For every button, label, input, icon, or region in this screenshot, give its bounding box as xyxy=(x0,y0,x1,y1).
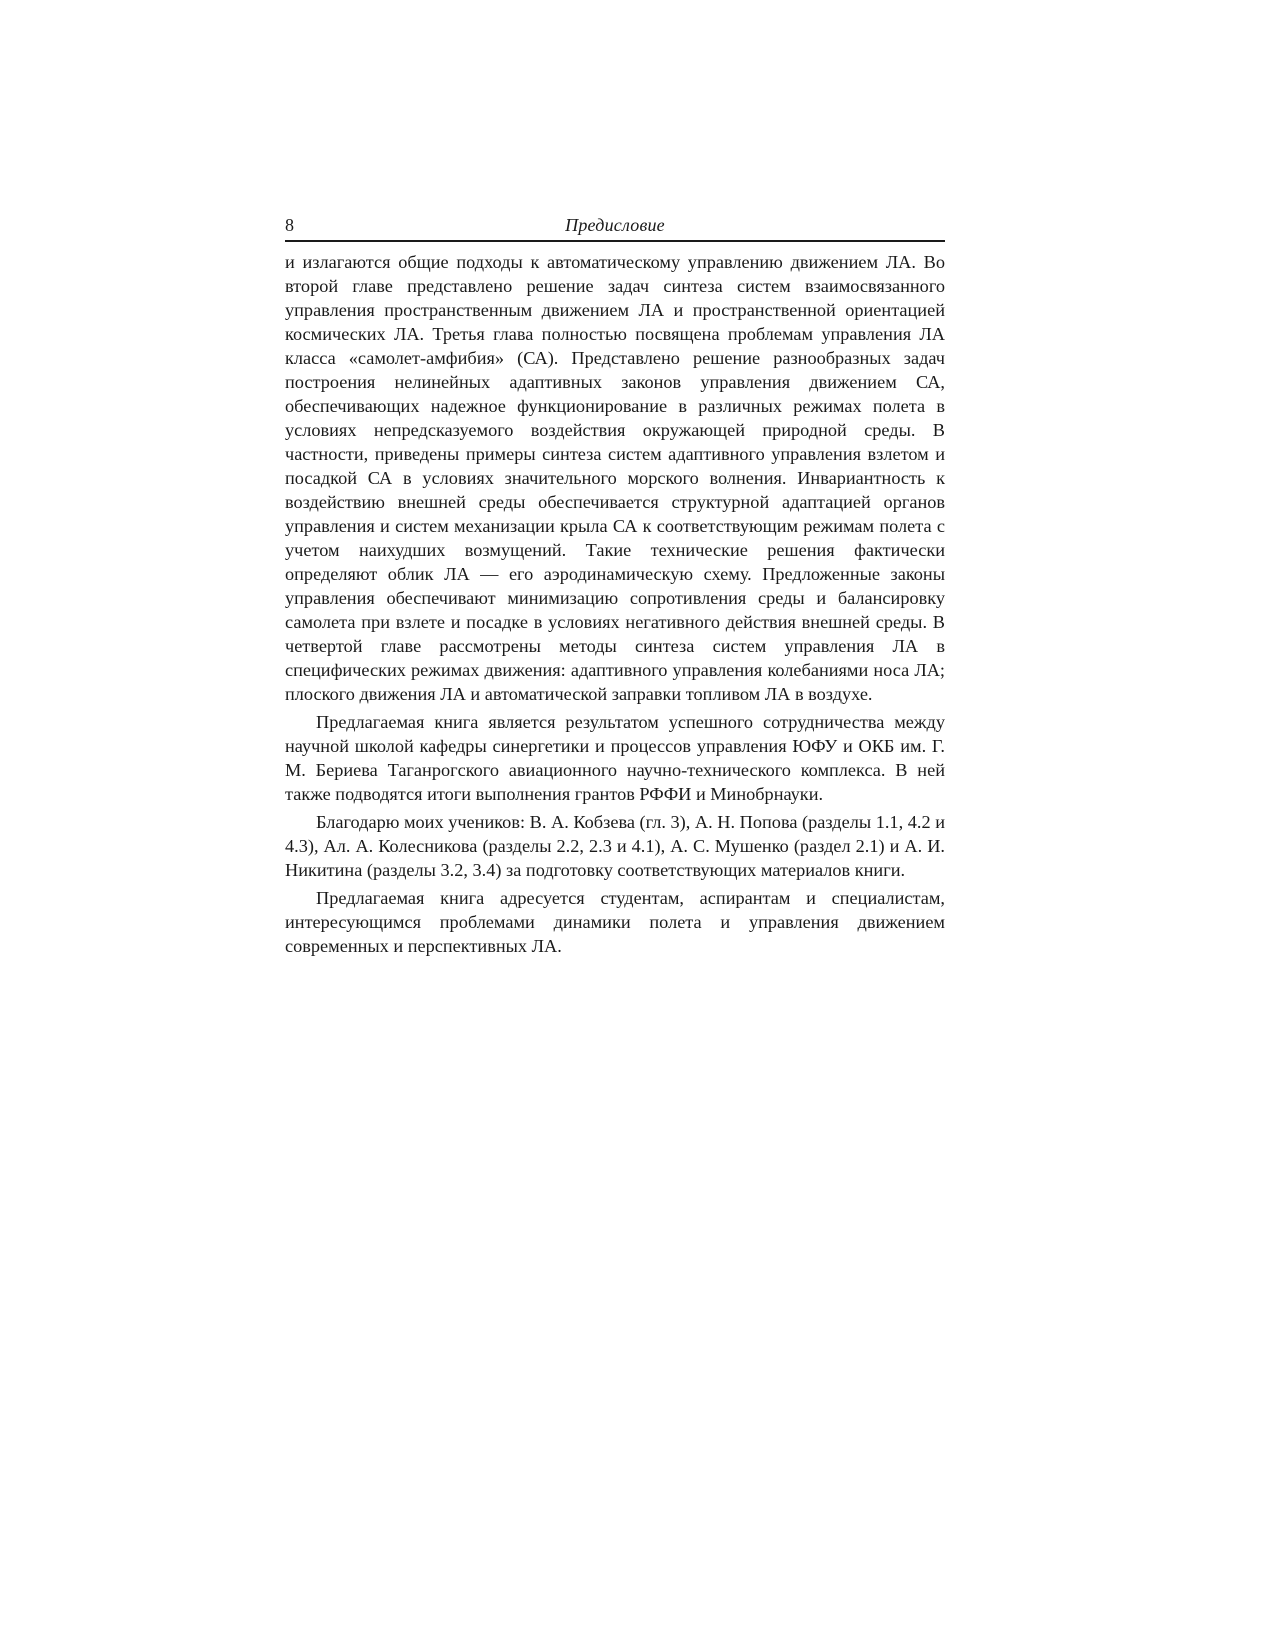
body-text xyxy=(285,250,945,958)
paragraph-audience: Предлагаемая книга адресуется студентам, аспирантам и специалистам, интересующимся проблемами динамики полета и управления движением современных и перспективных ЛА. xyxy=(285,888,945,956)
book-page xyxy=(285,214,945,962)
paragraph-acknowledgements: Благодарю моих учеников: В. А. Кобзева (гл. 3), А. Н. Попова (разделы 1.1, 4.2 и 4.3), Ал. А. Колесникова (разделы 2.2, 2.3 и 4.1), А. С. Мушенко (раздел 2.1) и А. И. Никитина (разделы 3.2, 3.4) за подготовку соответствующих материалов книги. xyxy=(285,812,945,880)
section-title: Предисловие xyxy=(565,215,665,235)
paragraph-continuation: и излагаются общие подходы к автоматическому управлению движением ЛА. Во второй главе представлено решение задач синтеза систем взаимосвязанного управления пространственным движением ЛА и пространственной ориентацией космических ЛА. Третья глава полностью посвящена проблемам управления ЛА класса «самолет-амфибия» (СА). Представлено решение разнообразных задач построения нелинейных адаптивных законов управления движением СА, обеспечивающих надежное функционирование в различных режимах полета в условиях непредсказуемого воздействия окружающей природной среды. В частности, приведены примеры синтеза систем адаптивного управления взлетом и посадкой СА в условиях значительного морского волнения. Инвариантность к воздействию внешней среды обеспечивается структурной адаптацией органов управления и систем механизации крыла СА к соответствующим режимам полета с учетом наихудших возмущений. Такие технические решения фактически определяют облик ЛА — его аэродинамическую схему. Предложенные законы управления обеспечивают минимизацию сопротивления среды и балансировку самолета при взлете и посадке в условиях негативного действия внешней среды. В четвертой главе рассмотрены методы синтеза систем управления ЛА в специфических режимах движения: адаптивного управления колебаниями носа ЛА; плоского движения ЛА и автоматической заправки топливом ЛА в воздухе. xyxy=(285,252,945,704)
running-head xyxy=(285,214,945,242)
page-number: 8 xyxy=(285,215,294,235)
paragraph-collaboration: Предлагаемая книга является результатом успешного сотрудничества между научной школой кафедры синергетики и процессов управления ЮФУ и ОКБ им. Г. М. Бериева Таганрогского авиационного научно-технического комплекса. В ней также подводятся итоги выполнения грантов РФФИ и Минобрнауки. xyxy=(285,712,945,804)
